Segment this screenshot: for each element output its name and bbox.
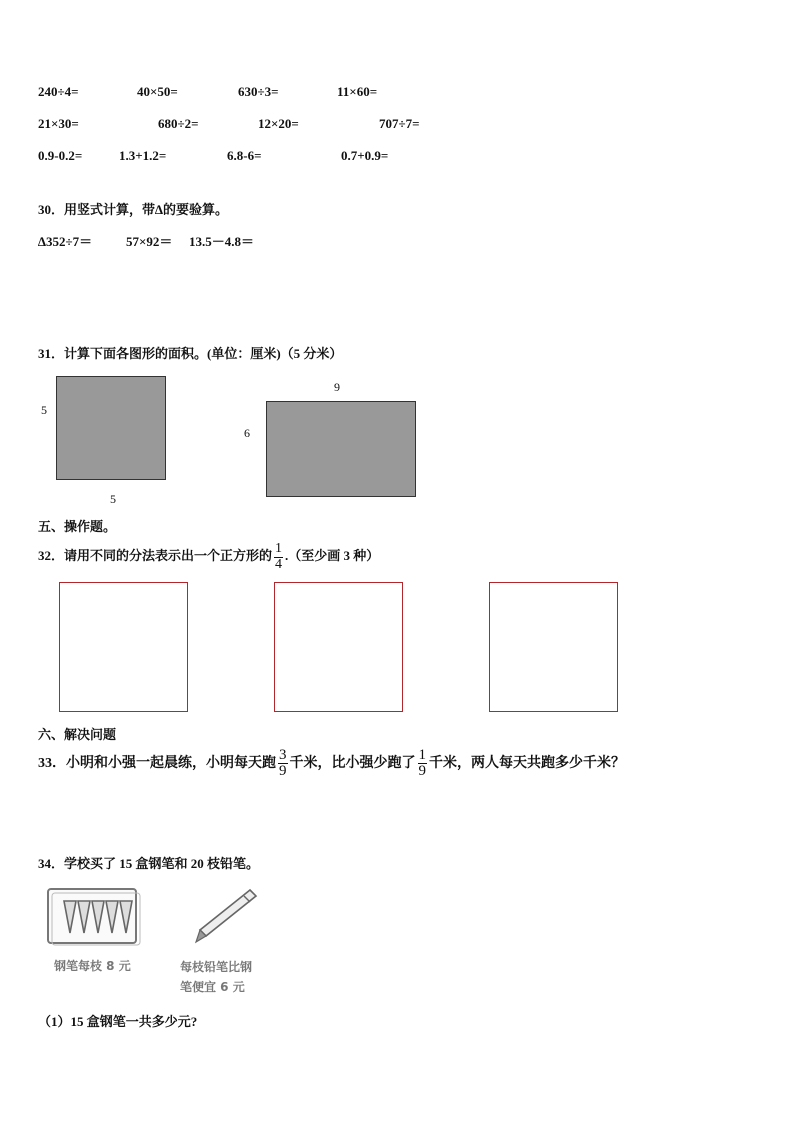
question-31-title: 31．计算下面各图形的面积。(单位：厘米)（5 分米）: [38, 346, 343, 361]
fraction-numerator: 1: [418, 746, 426, 763]
section-5-title: 五、操作题。: [38, 519, 117, 534]
pen-price-caption: 钢笔每枝 8 元: [54, 959, 131, 973]
pencil-price-caption-line1: 每枝铅笔比钢: [180, 960, 253, 974]
calc-item: 0.7+0.9=: [341, 148, 389, 163]
fraction-numerator: 1: [275, 540, 283, 556]
calc-item: 12×20=: [258, 116, 299, 131]
square-bottom-label: 5: [110, 492, 116, 506]
calc-item: 1.3+1.2=: [119, 148, 167, 163]
calc-item: 240÷4=: [38, 84, 79, 99]
question-34-title: 34．学校买了 15 盒钢笔和 20 枝铅笔。: [38, 856, 260, 871]
calc-item: 11×60=: [337, 84, 378, 99]
q32-suffix: .（至少画 3 种）: [285, 548, 380, 563]
fraction-numerator: 3: [279, 746, 287, 763]
section-6-title: 六、解决问题: [38, 727, 117, 742]
gray-square: [56, 376, 166, 480]
vertical-calc-item: ∆352÷7＝: [38, 234, 93, 249]
rect-top-label: 9: [334, 380, 340, 394]
gray-rectangle: [266, 401, 416, 497]
drawing-square-3[interactable]: [489, 582, 618, 712]
question-32-title: [38, 538, 379, 574]
drawing-square-2[interactable]: [274, 582, 403, 712]
fraction-one-quarter: [274, 542, 283, 572]
calc-item: 630÷3=: [238, 84, 279, 99]
fraction-one-ninth: [418, 748, 428, 781]
calc-item: 21×30=: [38, 116, 79, 131]
question-30-title: 30．用竖式计算，带∆的要验算。: [38, 202, 228, 217]
vertical-calc-item: 57×92＝: [126, 234, 173, 249]
calc-item: 40×50=: [137, 84, 178, 99]
q33-part1: 33．小明和小强一起晨练，小明每天跑: [38, 756, 276, 771]
pencil-price-caption-line2: 笔便宜 6 元: [180, 980, 245, 994]
pen-box-icon: [46, 885, 142, 947]
calc-item: 6.8-6=: [227, 148, 262, 163]
vertical-calc-item: 13.5－4.8＝: [189, 234, 255, 249]
fraction-denominator: 9: [418, 763, 426, 780]
q33-part2: 千米，比小强少跑了: [289, 756, 416, 771]
fraction-denominator: 9: [279, 763, 287, 780]
pencil-icon: [190, 886, 260, 946]
question-34-sub1: （1）15 盒钢笔一共多少元?: [38, 1014, 198, 1029]
calc-item: 0.9-0.2=: [38, 148, 83, 163]
fraction-denominator: 4: [275, 556, 283, 572]
fraction-three-ninths: [278, 748, 288, 781]
rect-side-label: 6: [244, 426, 250, 440]
question-33: [38, 744, 625, 784]
drawing-square-1[interactable]: [59, 582, 188, 712]
q33-part3: 千米，两人每天共跑多少千米？: [429, 756, 625, 771]
calc-item: 707÷7=: [379, 116, 420, 131]
square-side-label: 5: [41, 403, 47, 417]
calc-item: 680÷2=: [158, 116, 199, 131]
q32-prefix: 32．请用不同的分法表示出一个正方形的: [38, 548, 273, 563]
